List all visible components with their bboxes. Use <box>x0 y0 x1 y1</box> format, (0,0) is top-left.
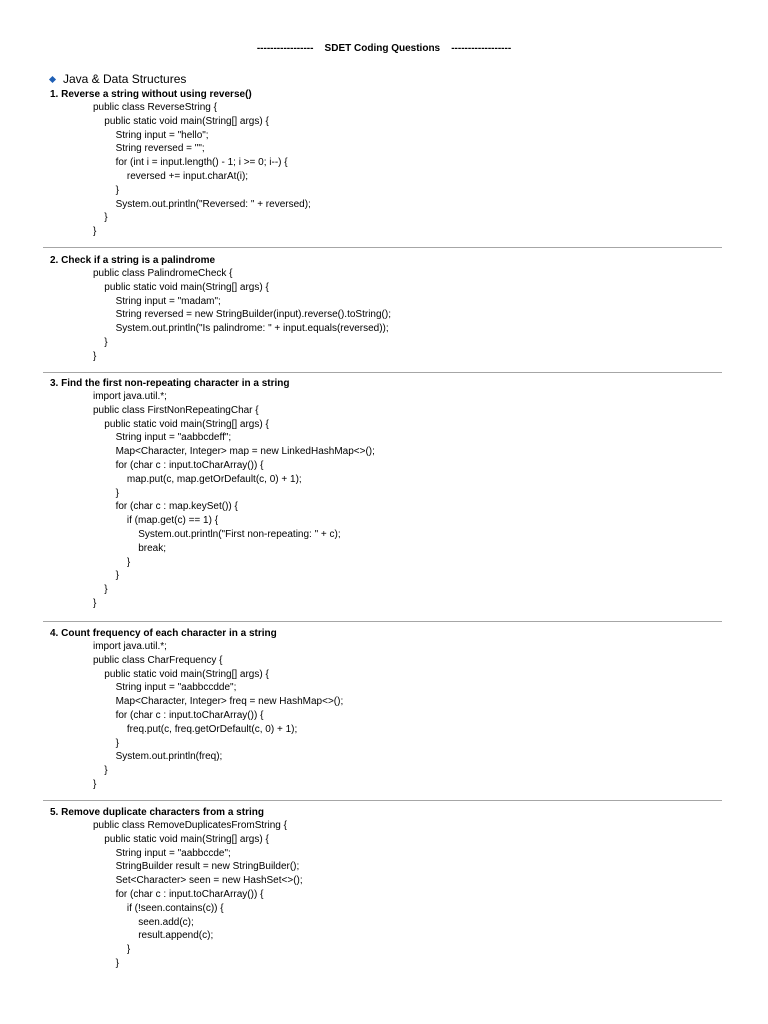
code-line: public static void main(String[] args) { <box>104 281 269 293</box>
code-line: } <box>126 944 131 956</box>
code-line: } <box>104 212 108 224</box>
code-line: } <box>115 570 119 582</box>
code-line: seen.add(c); <box>138 916 194 928</box>
code-block <box>50 819 722 971</box>
question-4 <box>50 627 722 792</box>
code-block <box>50 267 722 364</box>
code-line: } <box>126 556 131 568</box>
code-line: String input = "hello"; <box>115 129 209 141</box>
code-line: } <box>93 226 97 238</box>
divider <box>43 800 722 801</box>
question-2 <box>50 254 722 364</box>
code-line: reversed += input.charAt(i); <box>126 170 249 182</box>
code-line: String input = "aabbcdeff"; <box>115 432 232 444</box>
code-line: for (char c : map.keySet()) { <box>115 501 238 513</box>
code-line: } <box>93 597 97 609</box>
code-line: public class FirstNonRepeatingChar { <box>93 404 259 416</box>
code-line: String input = "madam"; <box>115 295 221 307</box>
diamond-bullet-icon <box>49 75 56 82</box>
code-line: } <box>93 350 97 362</box>
section-heading-label: Java & Data Structures <box>63 72 187 86</box>
code-line: public static void main(String[] args) { <box>104 115 269 127</box>
question-title: 3. Find the first non-repeating character in a string <box>50 378 290 389</box>
code-line: public class RemoveDuplicatesFromString { <box>93 820 287 831</box>
code-line: result.append(c); <box>138 930 214 942</box>
divider <box>43 247 722 248</box>
code-line: freq.put(c, freq.getOrDefault(c, 0) + 1); <box>126 723 298 735</box>
section-heading <box>50 72 186 86</box>
code-line: System.out.println("Is palindrome: " + input.equals(reversed)); <box>115 323 389 335</box>
code-block <box>50 101 722 239</box>
code-line: System.out.println(freq); <box>115 751 223 763</box>
code-line: public static void main(String[] args) { <box>104 418 269 430</box>
code-line: map.put(c, map.getOrDefault(c, 0) + 1); <box>126 473 302 485</box>
code-line: String input = "aabbccdde"; <box>115 682 237 694</box>
code-line: break; <box>138 542 166 554</box>
code-line: for (char c : input.toCharArray()) { <box>115 709 264 721</box>
code-block <box>50 390 722 611</box>
question-title: 1. Reverse a string without using reverse() <box>50 89 252 100</box>
code-line: String reversed = ""; <box>115 143 205 155</box>
code-line: } <box>115 487 119 499</box>
code-line: import java.util.*; <box>93 641 167 652</box>
question-1 <box>50 88 722 239</box>
code-line: Map<Character, Integer> freq = new HashMap<>(); <box>115 696 344 708</box>
divider <box>43 372 722 373</box>
code-line: public class ReverseString { <box>93 102 217 113</box>
question-title: 2. Check if a string is a palindrome <box>50 255 216 266</box>
code-line: public class PalindromeCheck { <box>93 268 233 279</box>
code-line: if (!seen.contains(c)) { <box>126 902 224 914</box>
code-line: public static void main(String[] args) { <box>104 668 269 680</box>
page-header: ----------------- SDET Coding Questions ------------------ <box>256 43 512 54</box>
code-line: for (char c : input.toCharArray()) { <box>115 459 264 471</box>
code-line: System.out.println("Reversed: " + reversed); <box>115 198 311 210</box>
code-line: public static void main(String[] args) { <box>104 833 269 845</box>
question-3 <box>50 377 722 611</box>
code-block <box>50 640 722 792</box>
code-line: String reversed = new StringBuilder(input).reverse().toString(); <box>115 309 391 321</box>
divider <box>43 621 722 622</box>
code-line: Map<Character, Integer> map = new LinkedHashMap<>(); <box>115 446 375 458</box>
code-line: String input = "aabbccde"; <box>115 847 231 859</box>
code-line: for (char c : input.toCharArray()) { <box>115 888 264 900</box>
code-line: for (int i = input.length() - 1; i >= 0; i--) { <box>115 157 288 169</box>
code-line: } <box>104 765 108 777</box>
code-line: Set<Character> seen = new HashSet<>(); <box>115 875 303 887</box>
code-line: public class CharFrequency { <box>93 654 223 666</box>
code-line: } <box>93 778 97 790</box>
question-title: 5. Remove duplicate characters from a string <box>50 807 264 818</box>
code-line: } <box>115 184 119 196</box>
code-line: } <box>104 584 108 596</box>
code-line: } <box>115 957 119 969</box>
question-5 <box>50 806 722 971</box>
question-title: 4. Count frequency of each character in a string <box>50 628 277 639</box>
code-line: StringBuilder result = new StringBuilder(); <box>115 861 300 873</box>
code-line: if (map.get(c) == 1) { <box>126 515 219 527</box>
code-line: } <box>115 737 119 749</box>
code-line: } <box>104 336 108 348</box>
code-line: System.out.println("First non-repeating: " + c); <box>138 528 341 540</box>
code-line: import java.util.*; <box>93 391 167 402</box>
